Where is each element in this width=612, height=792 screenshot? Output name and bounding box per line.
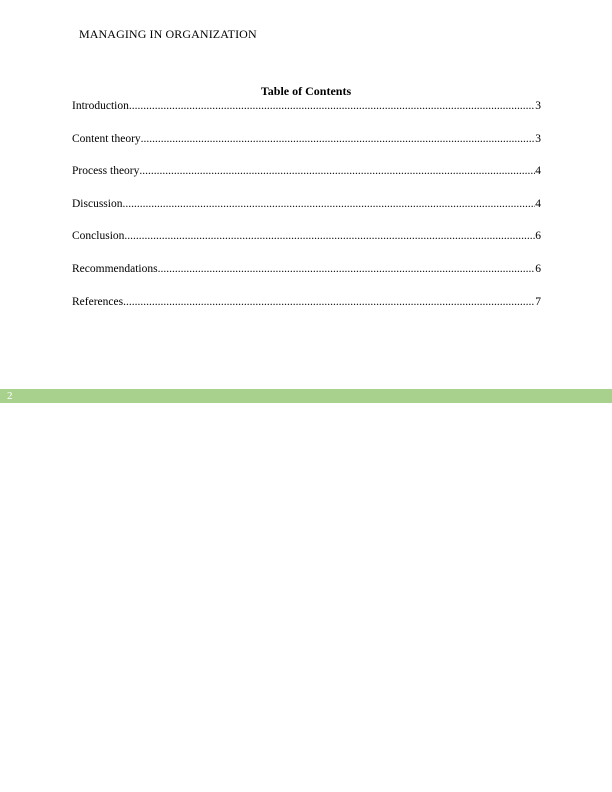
- toc-entry-conclusion[interactable]: [72, 229, 541, 243]
- toc-entry-page: 3: [535, 100, 541, 112]
- toc-entry-label: Process theory: [72, 165, 140, 178]
- toc-dot-leader: [141, 132, 536, 146]
- toc-entry-label: Introduction: [72, 100, 129, 112]
- toc-entry-page: 4: [535, 165, 541, 178]
- toc-entry-introduction[interactable]: [72, 99, 541, 113]
- toc-entry-page: 7: [535, 295, 541, 308]
- page-footer-band: [0, 389, 612, 403]
- toc-entry-references[interactable]: [72, 295, 541, 309]
- toc-dot-leader: [124, 229, 535, 243]
- toc-dot-leader: [129, 99, 535, 113]
- toc-entry-label: References: [72, 295, 124, 308]
- toc-entry-recommendations[interactable]: [72, 262, 541, 276]
- toc-entry-label: Recommendations: [72, 262, 158, 275]
- toc-entry-label: Content theory: [72, 132, 141, 145]
- toc-dot-leader: [123, 295, 535, 309]
- toc-entry-discussion[interactable]: [72, 197, 541, 211]
- page-number: 2: [7, 390, 13, 402]
- toc-title: Table of Contents: [260, 84, 352, 98]
- toc-dot-leader: [158, 262, 536, 276]
- toc-entry-process-theory[interactable]: [72, 164, 541, 178]
- toc-entry-content-theory[interactable]: [72, 132, 541, 146]
- running-header: MANAGING IN ORGANIZATION: [79, 27, 257, 41]
- toc-entry-page: 4: [535, 197, 541, 210]
- toc-dot-leader: [122, 197, 535, 211]
- toc-dot-leader: [139, 164, 535, 178]
- toc-entry-page: 6: [535, 230, 541, 243]
- toc-entry-page: 6: [535, 262, 541, 275]
- toc-entry-label: Conclusion: [72, 230, 125, 243]
- toc-entry-page: 3: [535, 132, 541, 145]
- table-of-contents: [72, 99, 541, 327]
- toc-entry-label: Discussion: [72, 197, 123, 210]
